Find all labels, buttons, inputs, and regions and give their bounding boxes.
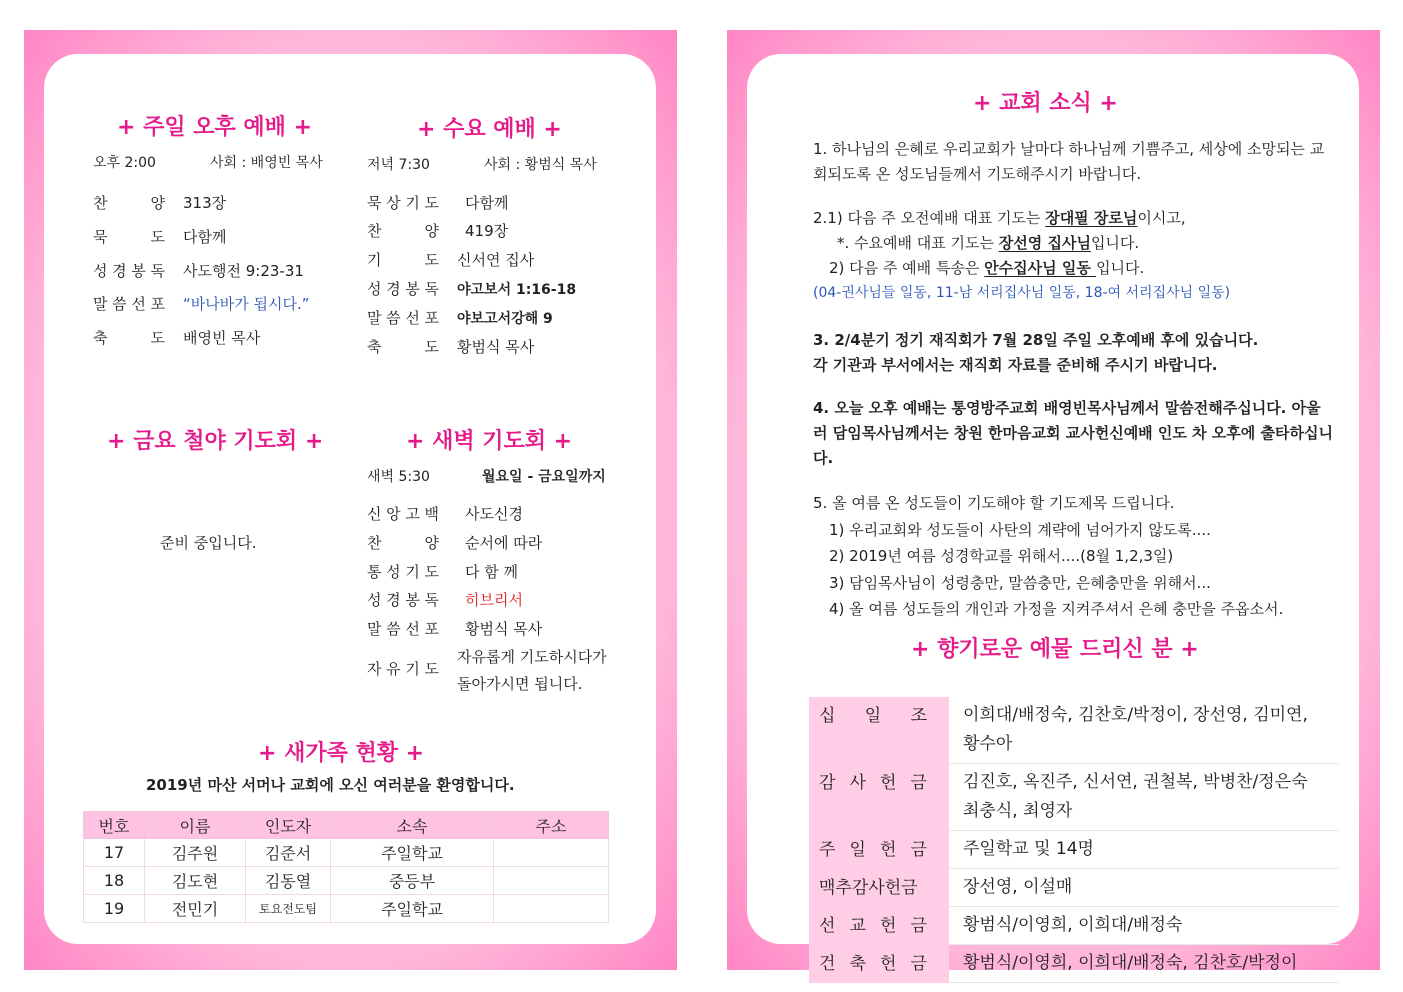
- prayer-topic: 4) 올 여름 성도들의 개인과 가정을 지켜주셔서 은혜 충만을 주옵소서.: [829, 600, 1284, 618]
- wednesday-item: 성 경 봉 독 야고보서 1:16-18: [367, 280, 577, 298]
- sunday-item: 말 씀 선 포 “바나바가 됩시다.”: [93, 295, 310, 313]
- offering-row: [809, 697, 1339, 764]
- new-family-heading: + 새가족 현황 +: [258, 741, 425, 766]
- offering-label: 건 축 헌 금: [809, 945, 949, 983]
- dawn-free-prayer-note: 자유롭게 기도하시다가 돌아가시면 됩니다.: [457, 648, 607, 693]
- table-row: 17 김주원 김준서 주일학교: [84, 839, 609, 867]
- wednesday-item: 찬 양 419장: [367, 222, 509, 240]
- dawn-item: 통 성 기 도 다 함 께: [367, 563, 519, 581]
- table-row: 19 전민기 토요전도팀 주일학교: [84, 895, 609, 923]
- dawn-item: 성 경 봉 독 히브리서: [367, 591, 523, 609]
- dawn-item: 자 유 기 도: [367, 660, 439, 678]
- wednesday-service-heading: + 수요 예배 +: [417, 117, 562, 142]
- offering-label: 선 교 헌 금: [809, 907, 949, 945]
- right-card: [747, 54, 1359, 974]
- friday-note: 준비 중입니다.: [160, 534, 257, 552]
- prayer-topic: 2) 2019년 여름 성경학교를 위해서....(8월 1,2,3일): [829, 547, 1174, 565]
- church-news-heading: + 교회 소식 +: [973, 91, 1118, 116]
- dawn-item: 말 씀 선 포 황범식 목사: [367, 620, 543, 638]
- order-label: 찬 양: [93, 194, 165, 212]
- wednesday-item: 기 도 신서연 집사: [367, 251, 535, 269]
- offering-value: 김진호, 옥진주, 신서연, 권철복, 박병찬/정은숙 최충식, 최영자: [949, 764, 1339, 831]
- order-label: 묵 도: [93, 228, 165, 246]
- friday-prayer-heading: + 금요 철야 기도회 +: [107, 429, 324, 454]
- sunday-item: 찬 양 313장: [93, 194, 227, 212]
- sunday-leader: 사회 : 배영빈 목사: [210, 155, 323, 171]
- news-item-2: 2.1) 다음 주 오전예배 대표 기도는 장대필 장로님이시고, *. 수요예배 대표 기도는 장선영 집사님입니다. 2) 다음 주 예배 특송은 안수집사님 일동 입니다. (04-권사님들 일동, 11-남 서리집사님 일동, 18-여 서리집사님 일동): [813, 209, 1231, 301]
- offering-table: [809, 697, 1339, 983]
- wednesday-time: 저녁 7:30: [367, 157, 430, 173]
- left-page: [24, 30, 677, 970]
- offering-row: [809, 869, 1339, 907]
- offering-row: [809, 764, 1339, 831]
- offering-heading: + 향기로운 예물 드리신 분 +: [911, 637, 1199, 662]
- dawn-prayer-heading: + 새벽 기도회 +: [406, 429, 573, 454]
- offering-value: 주일학교 및 14명: [949, 831, 1339, 869]
- wednesday-item: 묵 상 기 도 다함께: [367, 194, 509, 212]
- offering-value: 장선영, 이설매: [949, 869, 1339, 907]
- new-family-table: [83, 811, 609, 923]
- left-card: [44, 54, 656, 944]
- sunday-item: 묵 도 다함께: [93, 228, 227, 246]
- offering-row: [809, 831, 1339, 869]
- table-row: 18 김도현 김동열 중등부: [84, 867, 609, 895]
- wednesday-leader: 사회 : 황범식 목사: [484, 157, 597, 173]
- welcome-text: 2019년 마산 서머나 교회에 오신 여러분을 환영합니다.: [146, 776, 515, 794]
- order-label: 성 경 봉 독: [93, 262, 165, 280]
- dawn-item: 찬 양 순서에 따라: [367, 534, 543, 552]
- dawn-time: 새벽 5:30: [367, 469, 430, 485]
- wednesday-item: 말 씀 선 포 야보고서강해 9: [367, 309, 553, 327]
- offering-label: 십 일 조: [809, 697, 949, 764]
- table-header-row: 번호 이름 인도자 소속 주소: [84, 812, 609, 839]
- offering-value: 이희대/배정숙, 김찬호/박정이, 장선영, 김미연, 황수아: [949, 697, 1339, 764]
- offering-value: 황범식/이영희, 이희대/배정숙, 김찬호/박정이: [949, 945, 1339, 983]
- offering-label: 주 일 헌 금: [809, 831, 949, 869]
- offering-label: 맥추감사헌금: [809, 869, 949, 907]
- offering-row: [809, 907, 1339, 945]
- news-item-3: 3. 2/4분기 정기 재직회가 7월 28일 주일 오후예배 후에 있습니다. 각 기관과 부서에서는 재직회 자료를 준비해 주시기 바랍니다.: [813, 331, 1259, 374]
- sunday-item: 축 도 배영빈 목사: [93, 329, 261, 347]
- wednesday-item: 축 도 황범식 목사: [367, 338, 535, 356]
- news-item-4: 4. 오늘 오후 예배는 통영방주교회 배영빈목사님께서 말씀전해주십니다. 아울러 담임목사님께서는 창원 한마음교회 교사헌신예배 인도 차 오후에 출타하십니다.: [813, 399, 1333, 467]
- offering-row: [809, 945, 1339, 983]
- dawn-item: 신 앙 고 백 사도신경: [367, 505, 523, 523]
- prayer-topic: 3) 담임목사님이 성령충만, 말씀충만, 은혜충만을 위해서...: [829, 573, 1211, 592]
- order-label: 축 도: [93, 329, 165, 347]
- news-item-1: 1. 하나님의 은혜로 우리교회가 날마다 하나님께 기쁨주고, 세상에 소망되는 교회되도록 온 성도님들께서 기도해주시기 바랍니다.: [813, 140, 1325, 183]
- sunday-time: 오후 2:00: [93, 155, 156, 171]
- prayer-topic: 1) 우리교회와 성도들이 사탄의 계략에 넘어가지 않도록....: [829, 520, 1211, 539]
- offering-label: 감 사 헌 금: [809, 764, 949, 831]
- news-item-5: 5. 올 여름 온 성도들이 기도해야 할 기도제목 드립니다. 1) 우리교회와 성도들이 사탄의 계략에 넘어가지 않도록.... 2) 2019년 여름 성경학교를 위해서....(8월 1,2,3일) 3) 담임목사님이 성령충만, 말씀충만, 은혜충만을 위해서... 4) 올 여름 성도들의 개인과 가정을 지켜주셔서 은혜 충만을 주옵소서.: [813, 490, 1335, 623]
- sunday-service-heading: + 주일 오후 예배 +: [117, 115, 313, 140]
- right-page: [727, 30, 1380, 974]
- dawn-days: 월요일 - 금요일까지: [482, 469, 606, 485]
- offering-value: 황범식/이영희, 이희대/배정숙: [949, 907, 1339, 945]
- order-label: 말 씀 선 포: [93, 295, 165, 313]
- sunday-item: 성 경 봉 독 사도행전 9:23-31: [93, 262, 304, 280]
